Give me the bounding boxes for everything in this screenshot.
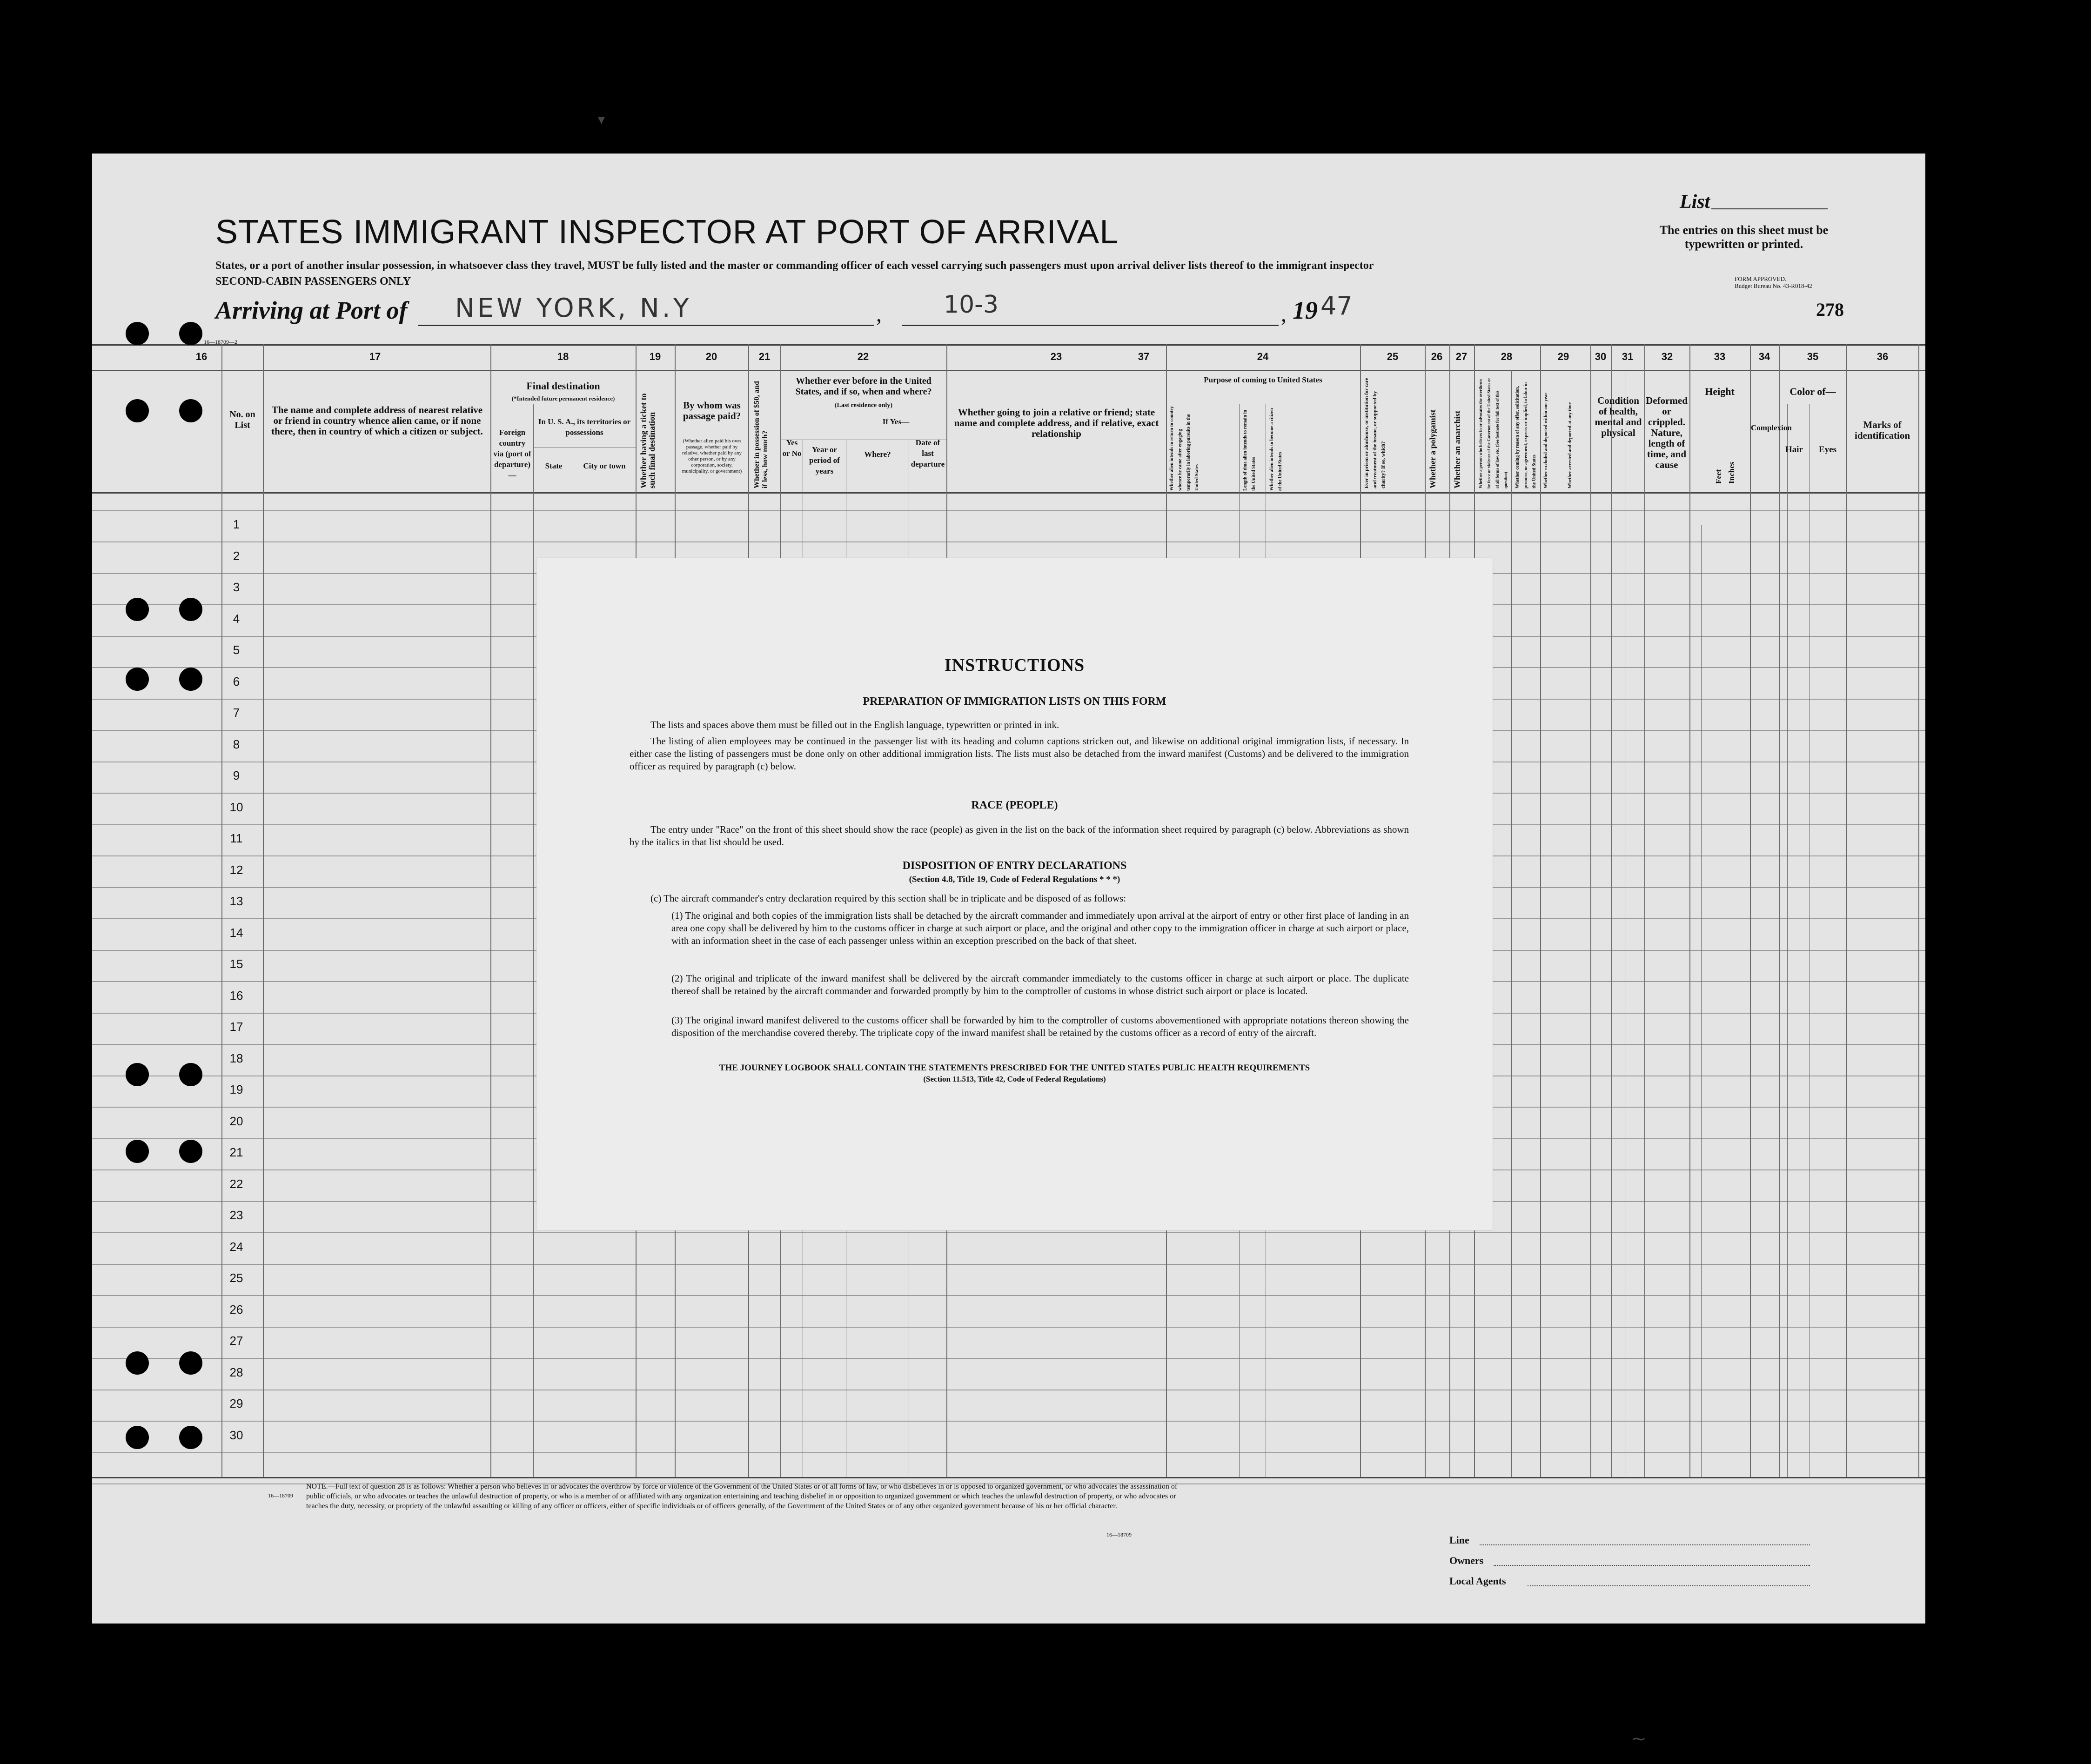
port-blank [418, 325, 874, 326]
header-c18-city: City or town [583, 461, 626, 470]
row-number: 2 [233, 548, 240, 563]
column-number: 28 [1501, 351, 1513, 362]
row-number: 15 [229, 957, 243, 971]
grid-line [92, 541, 1925, 542]
header-c18-state: State [545, 461, 563, 470]
local-agents-blank [1528, 1585, 1810, 1586]
column-number: 29 [1557, 351, 1569, 362]
instructions-p2: The listing of alien employees may be continued in the passenger list with its heading and column captions stricken out, and likewise on additional original immigration lists, if necessary. In either case the listing of passengers must be done only on other additional immigration lists. The lists must also be detached from the inward manifest (Customs) and be delivered to the immigration officer as required by paragraph (c) below. [630, 735, 1409, 772]
header-c36-eyes: Eyes [1819, 445, 1836, 454]
header-c28: Whether a person who believes in or advocates the overthrow by force or violence of the Government of the United States or of all forms of law, etc. (See footnote for full text of this question) [1478, 378, 1508, 488]
column-number: 36 [1877, 351, 1889, 362]
print-code-footer: 16—18709 [1106, 1531, 1132, 1538]
column-number: 17 [369, 351, 381, 362]
binder-hole [126, 1426, 149, 1449]
grid-line [92, 344, 1925, 346]
date-handwritten: 10-3 [944, 291, 999, 319]
column-number: 32 [1661, 351, 1673, 362]
column-number: 37 [1138, 351, 1150, 362]
arriving-label: Arriving at Port of [215, 296, 408, 324]
grid-line [92, 492, 1925, 494]
instructions-sheet [536, 558, 1493, 1230]
header-c34-feet: Feet [1714, 469, 1723, 484]
form-approved: FORM APPROVED. Budget Bureau No. 43-R018-42 [1735, 275, 1812, 289]
grid-line [92, 1232, 1925, 1233]
instructions-heading-1: PREPARATION OF IMMIGRATION LISTS ON THIS FORM [863, 695, 1166, 708]
grid-line [92, 1295, 1925, 1296]
grid-line [1689, 344, 1690, 1477]
row-number: 16 [229, 988, 243, 1002]
header-c30: Whether excluded and deported within one year [1543, 393, 1548, 488]
header-c32: Condition of health, mental and physical [1595, 395, 1642, 438]
manifest-sheet [92, 154, 1925, 1624]
comma-2: , [1281, 302, 1287, 327]
header-c18-usa: In U. S. A., its territories or possessions [538, 417, 631, 437]
grid-line [490, 344, 491, 1477]
header-c22-title: Whether ever before in the United States, and if so, when and where? [795, 376, 932, 397]
header-c35: Complexion [1751, 423, 1792, 432]
list-blank [1711, 208, 1828, 209]
header-c24-title: Purpose of coming to United States [1204, 375, 1322, 384]
grid-line [92, 1421, 1925, 1422]
header-c34-title: Height [1705, 386, 1735, 397]
footnote: NOTE.—Full text of question 28 is as follows: Whether a person who believes in or advocates the overthrow by force or violence of the Government of the United States or of all forms of law, or who disbelieves in or is opposed to organized government, or who advocates the assassination of public officials, or who advocates or teaches the unlawful destruction of property, or who is a member of or affiliated with any organization entertaining and teaching disbelief in or opposition to organized government or which teaches the unlawful destruction of property, or who advocates or teaches the duty, necessity, or propriety of the unlawful assaulting or killing of any officer or officers, either of specific individuals or of officers generally, of the Government of the United States or of any other organized government because of his or her official character. [306, 1483, 1178, 1510]
row-number: 21 [229, 1145, 243, 1159]
instructions-closing-sub: (Section 11.513, Title 42, Code of Federal Regulations) [923, 1075, 1106, 1083]
binder-hole [179, 598, 202, 621]
header-c18-title: Final destination [526, 380, 600, 392]
grid-line [1787, 404, 1788, 1477]
cabin-class: SECOND-CABIN PASSENGERS ONLY [215, 275, 411, 287]
binder-hole [126, 668, 149, 691]
grid-line [1540, 344, 1541, 1477]
column-number: 24 [1257, 351, 1269, 362]
grid-line [1779, 344, 1780, 1477]
binder-hole [126, 322, 149, 345]
header-c36-title: Color of— [1789, 386, 1836, 397]
header-c31: Whether arrested and deported at any time [1568, 402, 1573, 488]
row-number: 5 [233, 643, 240, 657]
row-number: 20 [229, 1114, 243, 1128]
row-number: 1 [233, 517, 240, 531]
owners-label: Owners [1449, 1555, 1484, 1566]
instructions-item-3: (3) The original inward manifest delivered to the customs officer shall be forwarded by him to the comptroller of customs abovementioned with appropriate notations thereon showing the disposition of the merchandise covered thereby. The triplicate copy of the inward manifest shall be retained by the customs officer as a record of entry of the aircraft. [671, 1015, 1409, 1038]
column-number: 34 [1758, 351, 1770, 362]
instructions-heading-3: DISPOSITION OF ENTRY DECLARATIONS [902, 860, 1127, 872]
instructions-heading-3-sub: (Section 4.8, Title 19, Code of Federal Regulations * * *) [909, 875, 1120, 884]
local-agents-label: Local Agents [1449, 1575, 1506, 1587]
grid-line [92, 370, 1925, 371]
row-number: 8 [233, 737, 240, 751]
grid-line [92, 1264, 1925, 1265]
instructions-heading-2: RACE (PEOPLE) [971, 799, 1058, 811]
scan-mark: ~ [1631, 1728, 1647, 1750]
header-no-on-list: No. on List [229, 409, 255, 430]
row-number: 26 [229, 1302, 243, 1316]
row-number: 18 [229, 1051, 243, 1065]
grid-line [1918, 344, 1919, 1477]
instructions-p3: The entry under "Race" on the front of this sheet should show the race (people) as given in the list on the back of the information sheet required by paragraph (c) below. Abbreviations as shown by the italics in that list should be used. [630, 824, 1409, 848]
owners-blank [1494, 1565, 1810, 1566]
header-c22-ifyes: If Yes— [882, 417, 910, 426]
row-number: 11 [230, 831, 243, 845]
grid-line [1846, 344, 1847, 1477]
grid-line [1644, 344, 1645, 1477]
row-number: 14 [229, 925, 243, 940]
header-c24-c: Whether alien intends to become a citizen of the United States [1269, 408, 1283, 491]
binder-hole [179, 1351, 202, 1375]
row-number: 13 [229, 894, 243, 908]
date-blank [902, 325, 1279, 326]
header-c37: Marks of identification [1855, 419, 1910, 441]
grid-line [92, 1477, 1925, 1478]
line-blank [1480, 1544, 1810, 1545]
row-number: 17 [229, 1020, 243, 1034]
binder-hole [179, 322, 202, 345]
grid-line [92, 1358, 1925, 1359]
row-number: 6 [233, 674, 240, 688]
row-number: 23 [229, 1208, 243, 1222]
header-c20-note: (Whether alien paid his own passage, whether paid by relative, whether paid by any other person, or by any corporation, society, municipality, or government) [682, 438, 742, 474]
row-number: 10 [229, 800, 243, 814]
grid-line [533, 404, 534, 1477]
year-printed: 19 [1293, 296, 1318, 324]
row-number: 25 [229, 1271, 243, 1285]
header-c17: The name and complete address of nearest relative or friend in country whence alien came, or if none there, then in country of which a citizen or subject. [271, 404, 483, 437]
header-c23: Whether going to join a relative or friend; state name and complete address, and if relative, exact relationship [954, 407, 1159, 439]
scan-speck: ▾ [598, 112, 605, 128]
sheet-number: 278 [1816, 299, 1844, 320]
binder-hole [126, 1063, 149, 1086]
grid-line [1750, 344, 1751, 1477]
header-c25: Ever in prison or almshouse, or institution for care and treatment of the insane, or supported by charity? If so, which? [1364, 378, 1386, 488]
binder-hole [179, 399, 202, 422]
binder-hole [126, 598, 149, 621]
column-number: 19 [649, 351, 661, 362]
grid-line [92, 1452, 1925, 1453]
header-c19: Whether having a ticket to such final destination [639, 393, 657, 488]
list-label: List [1680, 191, 1710, 213]
instructions-p4: (c) The aircraft commander's entry declaration required by this section shall be in triplicate and be disposed of as follows: [650, 893, 1126, 904]
header-c36-hair: Hair [1785, 445, 1803, 454]
instructions-title: INSTRUCTIONS [944, 655, 1085, 675]
column-number: 30 [1595, 351, 1607, 362]
header-c22-date: Date of last departure [911, 438, 945, 468]
binder-hole [126, 1140, 149, 1163]
header-c20-main: By whom was passage paid? [683, 400, 741, 421]
column-number: 31 [1622, 351, 1634, 362]
instructions-item-2: (2) The original and triplicate of the inward manifest shall be delivered by the aircraft commander immediately to the customs officer in charge at such airport or place. The duplicate thereof shall be retained by the aircraft commander and forwarded promptly by him to the comptroller of customs in whose district such airport or place is located. [671, 973, 1409, 996]
instructions-closing: THE JOURNEY LOGBOOK SHALL CONTAIN THE STATEMENTS PRESCRIBED FOR THE UNITED STATES PUBLIC HEALTH REQUIREMENTS [719, 1063, 1310, 1073]
row-number: 30 [229, 1428, 243, 1442]
header-c22-year: Year or period of years [809, 445, 840, 475]
instructions-p1: The lists and spaces above them must be filled out in the English language, typewritten or printed in ink. [650, 719, 1059, 730]
small-print-top: 16—18709—2 [204, 339, 237, 345]
header-c21: Whether in possession of $50, and if less, how much? [753, 381, 769, 488]
header-c34-inches: Inches [1727, 461, 1736, 484]
row-number: 19 [229, 1082, 243, 1096]
row-number: 28 [229, 1365, 243, 1379]
column-number: 21 [758, 351, 771, 362]
binder-hole [179, 668, 202, 691]
print-code-table: 16—18709 [268, 1492, 293, 1499]
grid-line [1701, 525, 1702, 1477]
column-number: 27 [1455, 351, 1468, 362]
grid-line [1809, 404, 1810, 1477]
header-c26: Whether a polygamist [1428, 409, 1437, 488]
header-c33: Deformed or crippled. Nature, length of time, and cause [1646, 395, 1688, 470]
grid-line [92, 1327, 1925, 1328]
row-number: 7 [233, 706, 240, 720]
row-number: 9 [233, 768, 240, 782]
binder-hole [179, 1063, 202, 1086]
typewritten-note: The entries on this sheet must be typewritten or printed. [1659, 223, 1829, 251]
header-c22-where: Where? [864, 450, 891, 459]
row-number: 3 [233, 580, 240, 594]
instructions-item-1: (1) The original and both copies of the immigration lists shall be detached by the aircraft commander and immediately upon arrival at the airport of entry or other first place of landing in an area one copy shall be delivered by him to the customs officer in charge at such airport or place, and the original and other copy to the immigration officer in charge at such airport or place, with an information sheet in the case of each passenger unless within an exception prescribed on the back of that sheet. [671, 910, 1409, 946]
grid-line [1611, 344, 1612, 1477]
header-c27: Whether an anarchist [1453, 410, 1462, 488]
header-c29: Whether coming by reason of any offer, solicitation, promise, or agreement, express or implied, to labor in the United States [1515, 382, 1537, 488]
page-title: STATES IMMIGRANT INSPECTOR AT PORT OF ARRIVAL [215, 214, 1119, 251]
row-number: 24 [229, 1239, 243, 1254]
column-number: 35 [1807, 351, 1819, 362]
header-c24-b: Length of time alien intends to remain in the United States [1243, 410, 1256, 491]
grid-line [263, 344, 264, 1477]
binder-hole [179, 1140, 202, 1163]
grid-line [1511, 370, 1512, 1477]
grid-line [92, 510, 1925, 511]
column-number: 16 [195, 351, 208, 362]
column-number: 25 [1387, 351, 1399, 362]
year-handwritten: 47 [1320, 291, 1353, 321]
grid-line [1590, 344, 1591, 1477]
row-number: 12 [229, 862, 243, 877]
binder-hole [179, 1426, 202, 1449]
row-number: 27 [229, 1334, 243, 1348]
column-number: 18 [557, 351, 569, 362]
column-number: 23 [1050, 351, 1062, 362]
header-c22-note: (Last residence only) [834, 402, 893, 409]
line-label: Line [1449, 1534, 1469, 1546]
header-c22-yesno: Yes or No [782, 438, 802, 458]
column-number: 20 [705, 351, 717, 362]
port-handwritten: NEW YORK, N.Y [455, 293, 692, 323]
header-c18-note: (*Intended future permanent residence) [511, 395, 615, 402]
row-number: 22 [229, 1176, 243, 1191]
column-number: 33 [1714, 351, 1726, 362]
column-number: 26 [1431, 351, 1443, 362]
comma: , [876, 302, 882, 327]
column-number: 22 [857, 351, 869, 362]
row-number: 4 [233, 611, 240, 626]
header-c18-foreign: Foreign country via (port of departure)— [493, 428, 531, 480]
binder-hole [126, 399, 149, 422]
row-number: 29 [229, 1396, 243, 1410]
subtitle: States, or a port of another insular possession, in whatsoever class they travel, MUST be fully listed and the master or commanding officer of each vessel carrying such passengers must upon arrival deliver lists thereof to the immigrant inspector [215, 260, 1374, 272]
binder-hole [126, 1351, 149, 1375]
header-c24-a: Whether alien intends to return to country whence he came after engaging temporarily in laboring pursuits in the United States [1169, 406, 1200, 491]
